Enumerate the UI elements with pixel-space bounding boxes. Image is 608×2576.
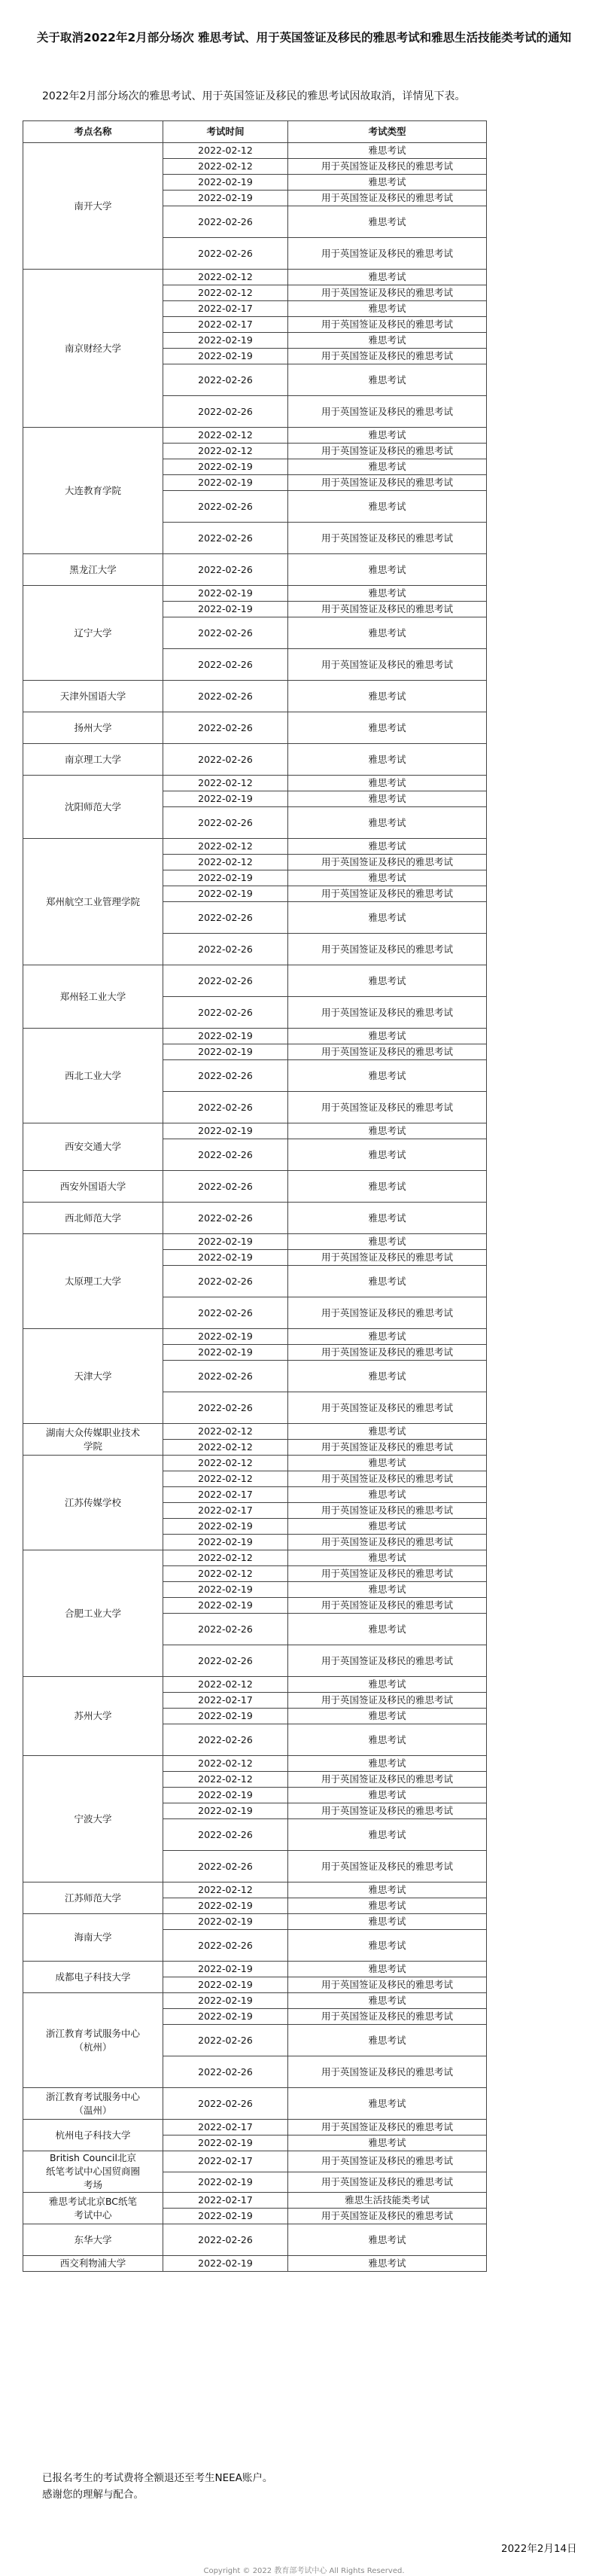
exam-type-cell: 雅思考试: [288, 2088, 487, 2120]
exam-type-cell: 雅思考试: [288, 776, 487, 791]
copyright: Copyright © 2022 教育部考试中心 All Rights Reserved.: [203, 2567, 405, 2575]
exam-type-cell: 雅思考试: [288, 870, 487, 886]
exam-type-cell: 雅思考试: [288, 1930, 487, 1962]
exam-date-cell: 2022-02-19: [163, 1582, 288, 1598]
exam-date-cell: 2022-02-26: [163, 712, 288, 744]
exam-date-cell: 2022-02-17: [163, 1693, 288, 1709]
exam-type-cell: 用于英国签证及移民的雅思考试: [288, 2172, 487, 2193]
exam-date-cell: 2022-02-26: [163, 1266, 288, 1297]
exam-date-cell: 2022-02-12: [163, 270, 288, 285]
exam-date-cell: 2022-02-12: [163, 444, 288, 459]
exam-type-cell: 用于英国签证及移民的雅思考试: [288, 1471, 487, 1487]
table-row: [23, 428, 487, 444]
exam-date-cell: 2022-02-26: [163, 1819, 288, 1851]
exam-date-cell: 2022-02-19: [163, 1329, 288, 1345]
site-name-cell: 沈阳师范大学: [23, 776, 163, 839]
thanks-note: 感谢您的理解与配合。: [42, 2489, 144, 2501]
table-row: [23, 270, 487, 285]
exam-type-cell: 用于英国签证及移民的雅思考试: [288, 997, 487, 1029]
exam-date-cell: 2022-02-26: [163, 1060, 288, 1092]
exam-type-cell: 雅思考试: [288, 681, 487, 712]
exam-date-cell: 2022-02-19: [163, 2135, 288, 2151]
exam-date-cell: 2022-02-26: [163, 1139, 288, 1171]
table-row: [23, 776, 487, 791]
exam-type-cell: 用于英国签证及移民的雅思考试: [288, 1851, 487, 1882]
site-name-cell: 宁波大学: [23, 1756, 163, 1882]
site-name-cell: 天津外国语大学: [23, 681, 163, 712]
exam-date-cell: 2022-02-26: [163, 1614, 288, 1645]
exam-type-cell: 雅思考试: [288, 965, 487, 997]
exam-date-cell: 2022-02-19: [163, 1993, 288, 2009]
table-row: [23, 2256, 487, 2272]
exam-type-cell: 雅思考试: [288, 2025, 487, 2056]
site-name-cell: British Council北京纸笔考试中心国贸商圈考场: [23, 2151, 163, 2193]
exam-date-cell: 2022-02-17: [163, 2120, 288, 2135]
exam-type-cell: 雅思考试: [288, 175, 487, 191]
exam-type-cell: 用于英国签证及移民的雅思考试: [288, 1392, 487, 1424]
exam-date-cell: 2022-02-19: [163, 791, 288, 807]
table-row: [23, 1677, 487, 1693]
table-row: [23, 1756, 487, 1772]
exam-date-cell: 2022-02-26: [163, 396, 288, 428]
exam-type-cell: 雅思考试: [288, 1582, 487, 1598]
exam-type-cell: 雅思考试: [288, 1882, 487, 1898]
exam-type-cell: 雅思考试: [288, 586, 487, 602]
table-row: [23, 1234, 487, 1250]
footer-notes: [42, 2470, 272, 2503]
table-body: [23, 143, 487, 2272]
exam-type-cell: 用于英国签证及移民的雅思考试: [288, 159, 487, 175]
site-name-cell: 成都电子科技大学: [23, 1962, 163, 1993]
exam-type-cell: 雅思考试: [288, 1614, 487, 1645]
exam-type-cell: 用于英国签证及移民的雅思考试: [288, 1044, 487, 1060]
exam-date-cell: 2022-02-19: [163, 1709, 288, 1724]
exam-date-cell: 2022-02-19: [163, 1898, 288, 1914]
exam-type-cell: 雅思考试: [288, 1456, 487, 1471]
exam-date-cell: 2022-02-17: [163, 1503, 288, 1519]
exam-type-cell: 用于英国签证及移民的雅思考试: [288, 1250, 487, 1266]
site-name-cell: 西安外国语大学: [23, 1171, 163, 1203]
exam-date-cell: 2022-02-12: [163, 1882, 288, 1898]
exam-date-cell: 2022-02-19: [163, 1519, 288, 1535]
exam-type-cell: 雅思考试: [288, 2135, 487, 2151]
exam-type-cell: 用于英国签证及移民的雅思考试: [288, 1297, 487, 1329]
exam-date-cell: 2022-02-19: [163, 2209, 288, 2224]
exam-type-cell: 用于英国签证及移民的雅思考试: [288, 2151, 487, 2172]
exam-type-cell: 用于英国签证及移民的雅思考试: [288, 396, 487, 428]
exam-date-cell: 2022-02-26: [163, 1203, 288, 1234]
exam-type-cell: 雅思考试: [288, 1060, 487, 1092]
exam-date-cell: 2022-02-26: [163, 1851, 288, 1882]
table-row: [23, 1329, 487, 1345]
site-name-cell: 太原理工大学: [23, 1234, 163, 1329]
site-name-cell: 辽宁大学: [23, 586, 163, 681]
site-name-cell: 雅思考试北京BC纸笔考试中心: [23, 2193, 163, 2224]
exam-type-cell: 用于英国签证及移民的雅思考试: [288, 2009, 487, 2025]
exam-date-cell: 2022-02-26: [163, 1930, 288, 1962]
exam-date-cell: 2022-02-12: [163, 1550, 288, 1566]
exam-date-cell: 2022-02-19: [163, 886, 288, 902]
site-name-cell: 湖南大众传媒职业技术学院: [23, 1424, 163, 1456]
exam-date-cell: 2022-02-19: [163, 2009, 288, 2025]
table-row: [23, 1171, 487, 1203]
exam-type-cell: 用于英国签证及移民的雅思考试: [288, 317, 487, 333]
exam-type-cell: 用于英国签证及移民的雅思考试: [288, 1645, 487, 1677]
table-row: [23, 1424, 487, 1440]
header-date: 考试时间: [163, 121, 288, 143]
exam-date-cell: 2022-02-26: [163, 1171, 288, 1203]
exam-type-cell: 用于英国签证及移民的雅思考试: [288, 1535, 487, 1550]
exam-type-cell: 用于英国签证及移民的雅思考试: [288, 1772, 487, 1788]
exam-date-cell: 2022-02-12: [163, 855, 288, 870]
exam-type-cell: 雅思考试: [288, 1962, 487, 1977]
site-name-cell: 郑州轻工业大学: [23, 965, 163, 1029]
exam-date-cell: 2022-02-26: [163, 1724, 288, 1756]
exam-date-cell: 2022-02-26: [163, 206, 288, 238]
exam-type-cell: 雅思考试: [288, 1993, 487, 2009]
table-row: [23, 2224, 487, 2256]
site-name-cell: 苏州大学: [23, 1677, 163, 1756]
table-row: [23, 712, 487, 744]
exam-date-cell: 2022-02-19: [163, 1803, 288, 1819]
exam-type-cell: 雅思考试: [288, 364, 487, 396]
exam-date-cell: 2022-02-19: [163, 1788, 288, 1803]
exam-type-cell: 雅思考试: [288, 1029, 487, 1044]
exam-type-cell: 用于英国签证及移民的雅思考试: [288, 523, 487, 554]
exam-date-cell: 2022-02-19: [163, 1250, 288, 1266]
exam-date-cell: 2022-02-19: [163, 349, 288, 364]
exam-type-cell: 用于英国签证及移民的雅思考试: [288, 1503, 487, 1519]
exam-date-cell: 2022-02-17: [163, 1487, 288, 1503]
exam-type-cell: 雅思考试: [288, 1487, 487, 1503]
exam-date-cell: 2022-02-26: [163, 491, 288, 523]
exam-date-cell: 2022-02-12: [163, 1756, 288, 1772]
exam-type-cell: 雅思考试: [288, 1266, 487, 1297]
exam-date-cell: 2022-02-19: [163, 1598, 288, 1614]
exam-type-cell: 雅思考试: [288, 554, 487, 586]
exam-type-cell: 雅思考试: [288, 1914, 487, 1930]
exam-date-cell: 2022-02-26: [163, 238, 288, 270]
table-row: [23, 1914, 487, 1930]
exam-type-cell: 用于英国签证及移民的雅思考试: [288, 886, 487, 902]
exam-date-cell: 2022-02-26: [163, 1645, 288, 1677]
site-name-cell: 杭州电子科技大学: [23, 2120, 163, 2151]
exam-date-cell: 2022-02-17: [163, 2193, 288, 2209]
table-row: [23, 681, 487, 712]
exam-type-cell: 雅思考试: [288, 1677, 487, 1693]
exam-type-cell: 用于英国签证及移民的雅思考试: [288, 475, 487, 491]
exam-date-cell: 2022-02-12: [163, 143, 288, 159]
exam-type-cell: 雅思考试: [288, 1819, 487, 1851]
table-row: [23, 2088, 487, 2120]
table-row: [23, 1029, 487, 1044]
exam-type-cell: 雅思考试: [288, 712, 487, 744]
exam-type-cell: 用于英国签证及移民的雅思考试: [288, 1092, 487, 1123]
exam-type-cell: 用于英国签证及移民的雅思考试: [288, 649, 487, 681]
table-row: [23, 586, 487, 602]
site-name-cell: 西北师范大学: [23, 1203, 163, 1234]
exam-type-cell: 用于英国签证及移民的雅思考试: [288, 444, 487, 459]
table-header-row: [23, 121, 487, 143]
exam-type-cell: 用于英国签证及移民的雅思考试: [288, 855, 487, 870]
exam-date-cell: 2022-02-17: [163, 317, 288, 333]
exam-date-cell: 2022-02-19: [163, 459, 288, 475]
site-name-cell: 大连教育学院: [23, 428, 163, 554]
table-row: [23, 2151, 487, 2172]
exam-date-cell: 2022-02-12: [163, 1471, 288, 1487]
exam-date-cell: 2022-02-19: [163, 191, 288, 206]
exam-type-cell: 用于英国签证及移民的雅思考试: [288, 602, 487, 617]
exam-date-cell: 2022-02-19: [163, 2256, 288, 2272]
exam-date-cell: 2022-02-12: [163, 1440, 288, 1456]
exam-type-cell: 用于英国签证及移民的雅思考试: [288, 1566, 487, 1582]
table-row: [23, 554, 487, 586]
exam-date-cell: 2022-02-26: [163, 681, 288, 712]
exam-type-cell: 用于英国签证及移民的雅思考试: [288, 934, 487, 965]
table-row: [23, 143, 487, 159]
site-name-cell: 南开大学: [23, 143, 163, 270]
table-row: [23, 1962, 487, 1977]
header-site: 考点名称: [23, 121, 163, 143]
exam-type-cell: 雅思考试: [288, 1171, 487, 1203]
exam-date-cell: 2022-02-26: [163, 523, 288, 554]
exam-type-cell: 雅思考试: [288, 902, 487, 934]
exam-type-cell: 雅思考试: [288, 1724, 487, 1756]
exam-date-cell: 2022-02-26: [163, 807, 288, 839]
table-row: [23, 1993, 487, 2009]
exam-type-cell: 雅思考试: [288, 333, 487, 349]
exam-type-cell: 雅思考试: [288, 1709, 487, 1724]
exam-date-cell: 2022-02-26: [163, 617, 288, 649]
exam-date-cell: 2022-02-19: [163, 333, 288, 349]
notice-date: 2022年2月14日: [501, 2543, 577, 2555]
table-row: [23, 1203, 487, 1234]
exam-date-cell: 2022-02-19: [163, 1029, 288, 1044]
exam-type-cell: 雅思考试: [288, 459, 487, 475]
exam-date-cell: 2022-02-19: [163, 1535, 288, 1550]
exam-date-cell: 2022-02-19: [163, 1962, 288, 1977]
exam-type-cell: 雅思考试: [288, 1123, 487, 1139]
table-row: [23, 2120, 487, 2135]
site-name-cell: 东华大学: [23, 2224, 163, 2256]
exam-type-cell: 雅思考试: [288, 301, 487, 317]
exam-date-cell: 2022-02-12: [163, 839, 288, 855]
exam-date-cell: 2022-02-26: [163, 934, 288, 965]
table-row: [23, 744, 487, 776]
exam-date-cell: 2022-02-26: [163, 2056, 288, 2088]
exam-date-cell: 2022-02-26: [163, 554, 288, 586]
exam-date-cell: 2022-02-26: [163, 1392, 288, 1424]
exam-type-cell: 雅思考试: [288, 206, 487, 238]
exam-date-cell: 2022-02-26: [163, 965, 288, 997]
exam-type-cell: 雅思考试: [288, 270, 487, 285]
exam-date-cell: 2022-02-19: [163, 1977, 288, 1993]
exam-date-cell: 2022-02-12: [163, 1424, 288, 1440]
exam-date-cell: 2022-02-19: [163, 1123, 288, 1139]
exam-type-cell: 用于英国签证及移民的雅思考试: [288, 2056, 487, 2088]
exam-type-cell: 雅思考试: [288, 1139, 487, 1171]
exam-type-cell: 用于英国签证及移民的雅思考试: [288, 1345, 487, 1361]
exam-type-cell: 用于英国签证及移民的雅思考试: [288, 238, 487, 270]
cancellation-table: [23, 120, 487, 2272]
exam-date-cell: 2022-02-26: [163, 2088, 288, 2120]
exam-type-cell: 雅思考试: [288, 143, 487, 159]
site-name-cell: 南京财经大学: [23, 270, 163, 428]
exam-type-cell: 雅思考试: [288, 491, 487, 523]
exam-type-cell: 用于英国签证及移民的雅思考试: [288, 285, 487, 301]
site-name-cell: 西交利物浦大学: [23, 2256, 163, 2272]
site-name-cell: 浙江教育考试服务中心（杭州）: [23, 1993, 163, 2088]
site-name-cell: 海南大学: [23, 1914, 163, 1962]
exam-date-cell: 2022-02-26: [163, 649, 288, 681]
exam-type-cell: 雅思考试: [288, 807, 487, 839]
exam-type-cell: 用于英国签证及移民的雅思考试: [288, 191, 487, 206]
page-title: 关于取消2022年2月部分场次 雅思考试、用于英国签证及移民的雅思考试和雅思生活技能类考试的通知: [36, 31, 572, 44]
exam-date-cell: 2022-02-26: [163, 1092, 288, 1123]
exam-date-cell: 2022-02-26: [163, 1361, 288, 1392]
exam-date-cell: 2022-02-19: [163, 870, 288, 886]
site-name-cell: 西北工业大学: [23, 1029, 163, 1123]
exam-date-cell: 2022-02-17: [163, 2151, 288, 2172]
exam-date-cell: 2022-02-26: [163, 1297, 288, 1329]
site-name-cell: 扬州大学: [23, 712, 163, 744]
exam-date-cell: 2022-02-19: [163, 1345, 288, 1361]
site-name-cell: 黑龙江大学: [23, 554, 163, 586]
exam-date-cell: 2022-02-26: [163, 2025, 288, 2056]
table-row: [23, 839, 487, 855]
refund-note: 已报名考生的考试费将全额退还至考生NEEA账户。: [42, 2472, 273, 2484]
exam-date-cell: 2022-02-19: [163, 1234, 288, 1250]
exam-date-cell: 2022-02-12: [163, 776, 288, 791]
exam-date-cell: 2022-02-19: [163, 175, 288, 191]
exam-date-cell: 2022-02-12: [163, 1456, 288, 1471]
table-row: [23, 965, 487, 997]
intro-paragraph: 2022年2月部分场次的雅思考试、用于英国签证及移民的雅思考试因故取消，详情见下表。: [42, 90, 466, 102]
exam-type-cell: 雅思考试: [288, 2224, 487, 2256]
exam-date-cell: 2022-02-12: [163, 1772, 288, 1788]
exam-type-cell: 用于英国签证及移民的雅思考试: [288, 1440, 487, 1456]
exam-date-cell: 2022-02-12: [163, 285, 288, 301]
exam-date-cell: 2022-02-26: [163, 744, 288, 776]
exam-date-cell: 2022-02-12: [163, 1566, 288, 1582]
table-row: [23, 1550, 487, 1566]
exam-date-cell: 2022-02-19: [163, 2172, 288, 2193]
exam-date-cell: 2022-02-12: [163, 1677, 288, 1693]
exam-type-cell: 用于英国签证及移民的雅思考试: [288, 1977, 487, 1993]
exam-date-cell: 2022-02-26: [163, 902, 288, 934]
exam-type-cell: 雅思考试: [288, 1519, 487, 1535]
exam-type-cell: 用于英国签证及移民的雅思考试: [288, 349, 487, 364]
exam-type-cell: 雅思考试: [288, 1898, 487, 1914]
exam-type-cell: 雅思考试: [288, 1203, 487, 1234]
table-row: [23, 1456, 487, 1471]
site-name-cell: 江苏师范大学: [23, 1882, 163, 1914]
site-name-cell: 合肥工业大学: [23, 1550, 163, 1677]
exam-date-cell: 2022-02-26: [163, 2224, 288, 2256]
site-name-cell: 西安交通大学: [23, 1123, 163, 1171]
header-type: 考试类型: [288, 121, 487, 143]
site-name-cell: 天津大学: [23, 1329, 163, 1424]
exam-type-cell: 雅思考试: [288, 839, 487, 855]
exam-type-cell: 用于英国签证及移民的雅思考试: [288, 1598, 487, 1614]
exam-date-cell: 2022-02-19: [163, 602, 288, 617]
exam-date-cell: 2022-02-19: [163, 475, 288, 491]
exam-type-cell: 用于英国签证及移民的雅思考试: [288, 2120, 487, 2135]
exam-type-cell: 雅思考试: [288, 791, 487, 807]
exam-type-cell: 雅思考试: [288, 617, 487, 649]
exam-date-cell: 2022-02-26: [163, 364, 288, 396]
exam-type-cell: 用于英国签证及移民的雅思考试: [288, 2209, 487, 2224]
exam-type-cell: 雅思考试: [288, 428, 487, 444]
exam-date-cell: 2022-02-19: [163, 1914, 288, 1930]
site-name-cell: 南京理工大学: [23, 744, 163, 776]
exam-date-cell: 2022-02-19: [163, 1044, 288, 1060]
exam-type-cell: 用于英国签证及移民的雅思考试: [288, 1803, 487, 1819]
exam-type-cell: 雅思生活技能类考试: [288, 2193, 487, 2209]
exam-type-cell: 雅思考试: [288, 1329, 487, 1345]
site-name-cell: 浙江教育考试服务中心（温州）: [23, 2088, 163, 2120]
exam-type-cell: 雅思考试: [288, 1361, 487, 1392]
exam-type-cell: 雅思考试: [288, 1756, 487, 1772]
exam-date-cell: 2022-02-12: [163, 428, 288, 444]
exam-date-cell: 2022-02-19: [163, 586, 288, 602]
table-row: [23, 2193, 487, 2209]
exam-date-cell: 2022-02-26: [163, 997, 288, 1029]
site-name-cell: 江苏传媒学校: [23, 1456, 163, 1550]
exam-type-cell: 用于英国签证及移民的雅思考试: [288, 1693, 487, 1709]
exam-type-cell: 雅思考试: [288, 744, 487, 776]
site-name-cell: 郑州航空工业管理学院: [23, 839, 163, 965]
exam-date-cell: 2022-02-17: [163, 301, 288, 317]
exam-type-cell: 雅思考试: [288, 1424, 487, 1440]
table-row: [23, 1882, 487, 1898]
exam-date-cell: 2022-02-12: [163, 159, 288, 175]
exam-type-cell: 雅思考试: [288, 1550, 487, 1566]
table-row: [23, 1123, 487, 1139]
exam-type-cell: 雅思考试: [288, 1788, 487, 1803]
exam-type-cell: 雅思考试: [288, 2256, 487, 2272]
exam-type-cell: 雅思考试: [288, 1234, 487, 1250]
